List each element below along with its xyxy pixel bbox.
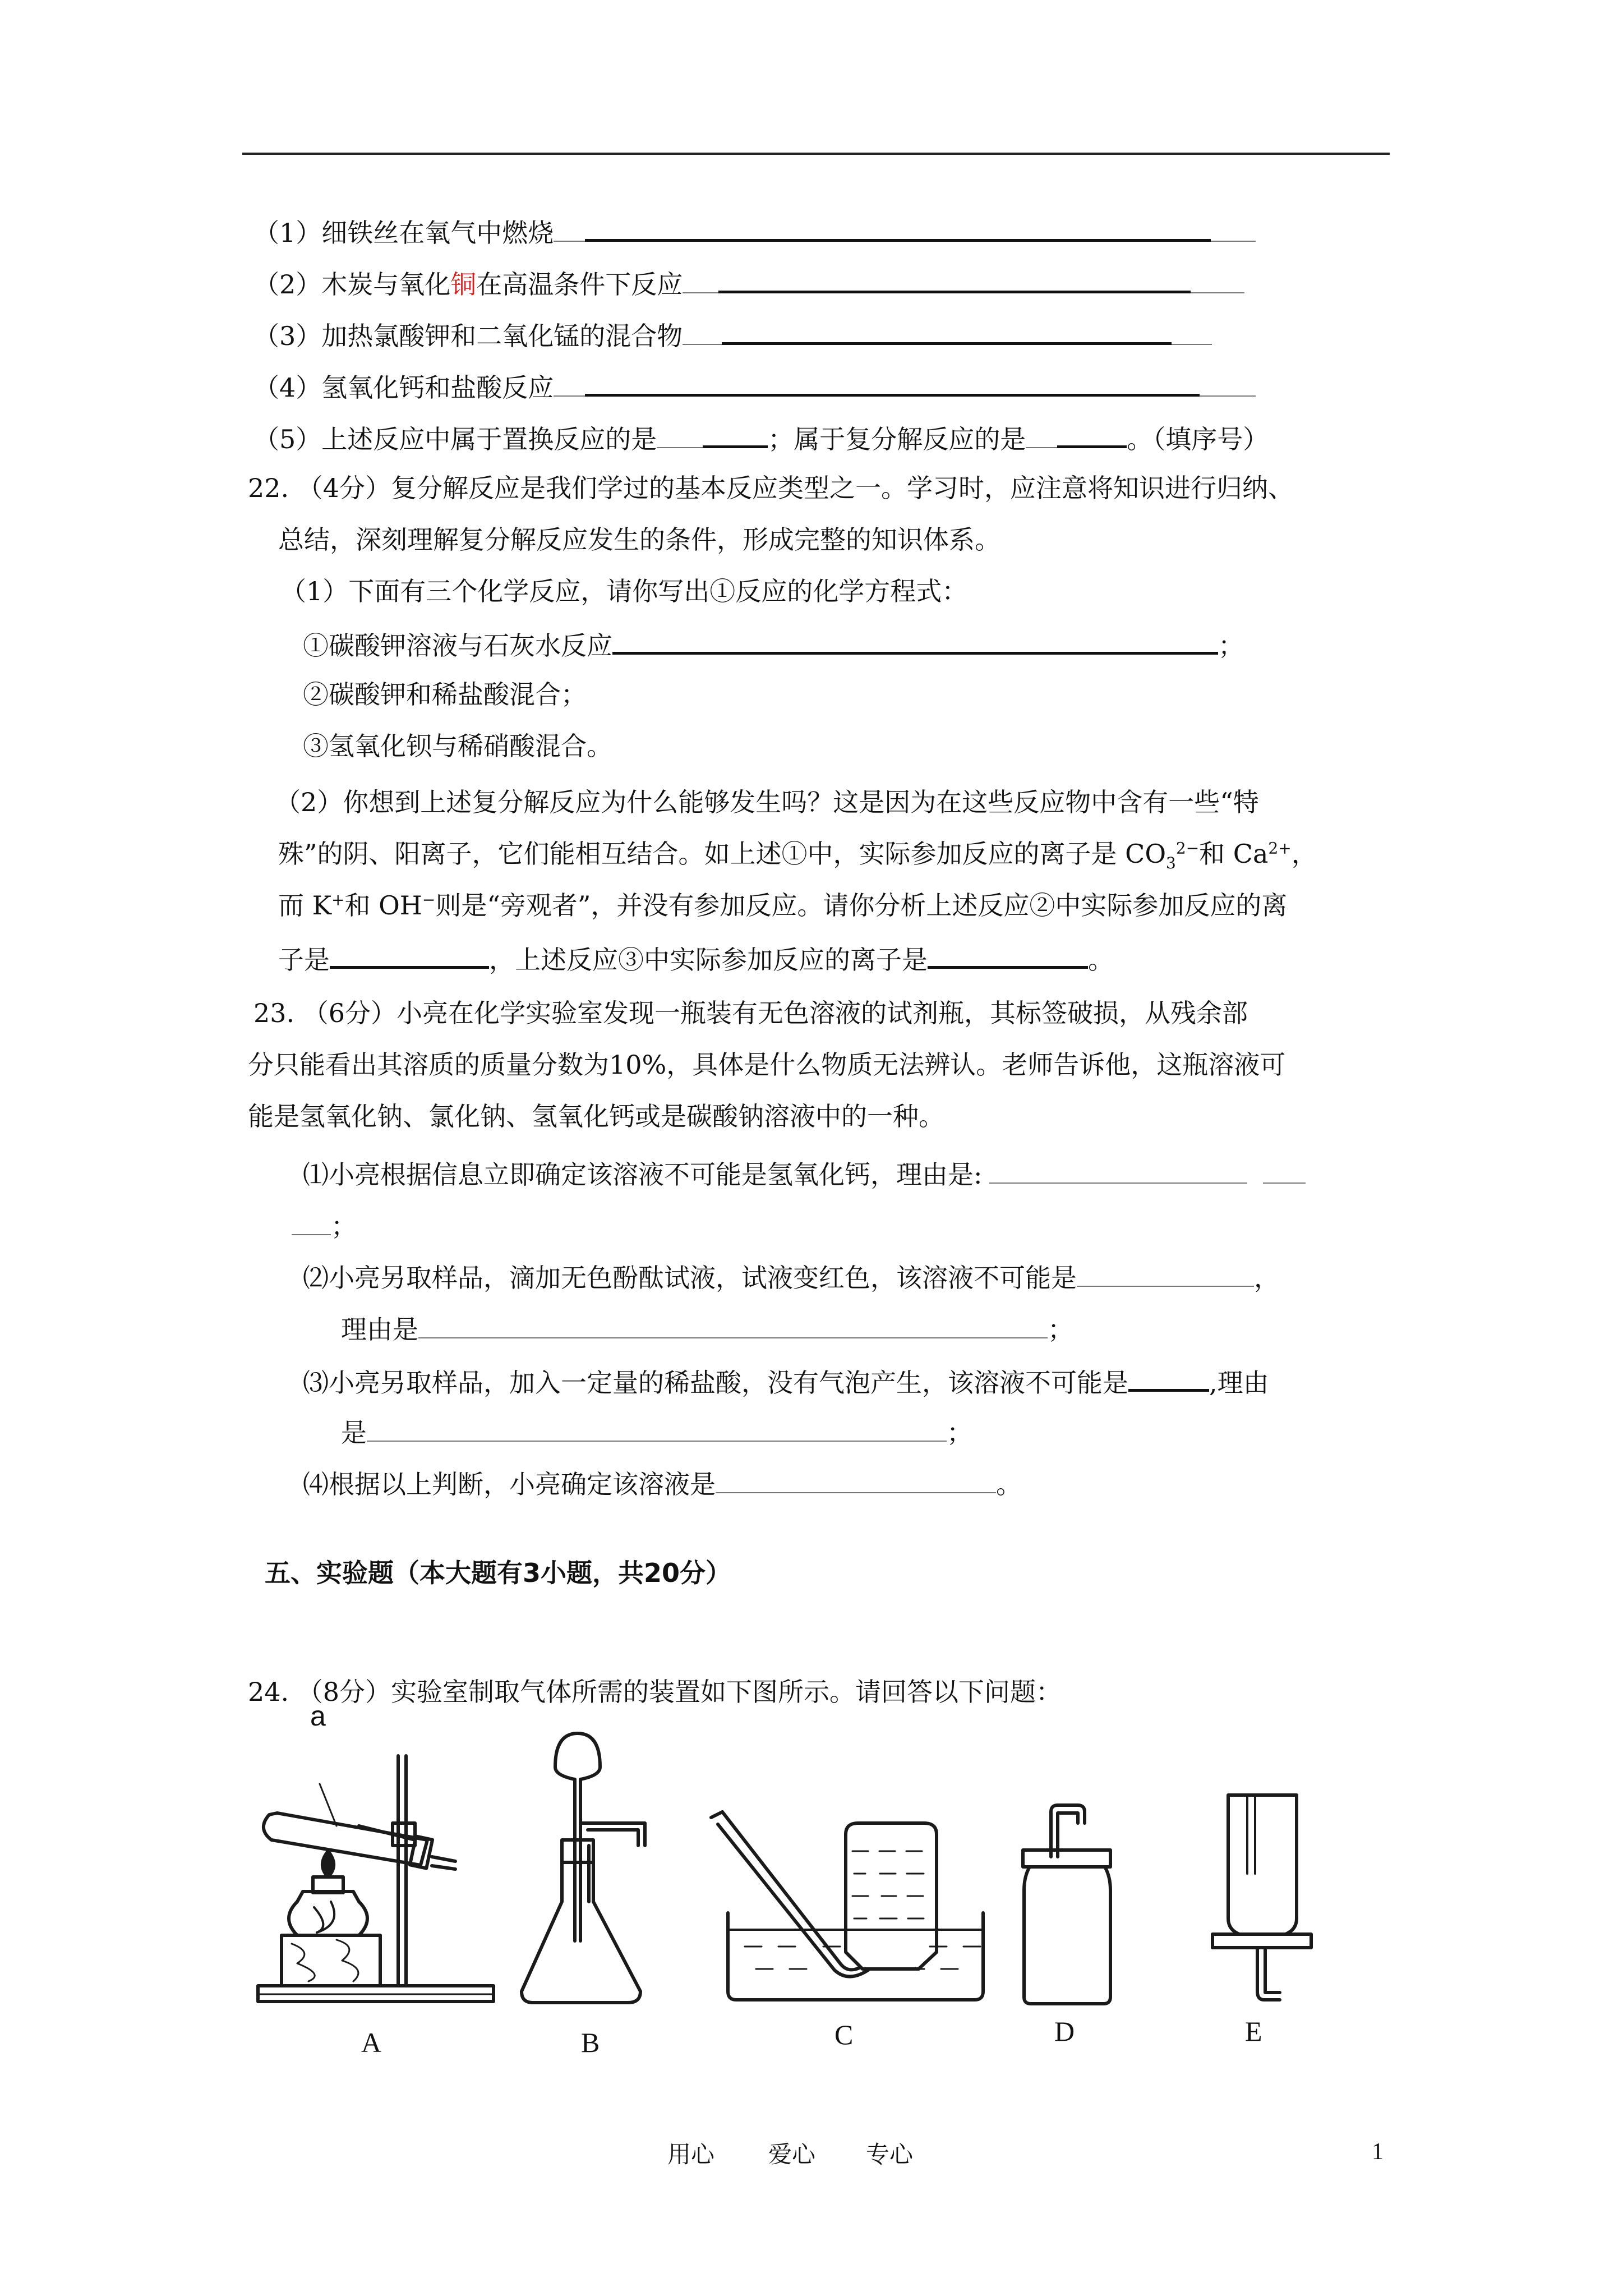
apparatus-a — [247, 1739, 505, 2031]
q22-reaction-3: ③氢氧化钡与稀硝酸混合。 — [303, 731, 612, 761]
answer-blank[interactable] — [585, 213, 1211, 242]
section-heading: 五、实验题（本大题有3小题，共20分） — [265, 1558, 732, 1588]
footer-slogan-1: 用心 — [667, 2141, 715, 2168]
answer-blank[interactable] — [367, 1415, 947, 1442]
answer-blank[interactable] — [1057, 420, 1127, 448]
q22-intro-line1: 22. （4分）复分解反应是我们学过的基本反应类型之一。学习时，应注意将知识进行归纳、 — [248, 473, 1294, 503]
apparatus-d — [1017, 1801, 1118, 2014]
answer-blank[interactable] — [330, 940, 489, 969]
reaction-3: （3）加热氯酸钾和二氧化锰的混合物 — [253, 316, 1212, 353]
label-D: D — [1054, 2016, 1075, 2047]
footer-slogan-2: 爱心 — [768, 2141, 816, 2168]
label-E: E — [1245, 2016, 1262, 2047]
label-C: C — [834, 2019, 854, 2050]
q22-reaction-2: ②碳酸钾和稀盐酸混合； — [303, 679, 587, 710]
q22-part2-line4: 子是 ，上述反应③中实际参加反应的离子是 。 — [278, 940, 1114, 977]
q23-line2: 分只能看出其溶质的质量分数为10%，具体是什么物质无法辨认。老师告诉他，这瓶溶液可 — [248, 1050, 1286, 1080]
answer-blank[interactable] — [716, 1466, 996, 1493]
reaction-4: （4）氢氧化钙和盐酸反应 — [253, 368, 1256, 404]
answer-blank[interactable] — [722, 316, 1172, 345]
highlighted-text: 铜 — [450, 269, 477, 300]
q22-part2-line3: 而 K+和 OH−则是“旁观者”，并没有参加反应。请你分析上述反应②中实际参加反应的离 — [278, 890, 1288, 921]
q23-step2: ⑵小亮另取样品，滴加无色酚酞试液，试液变红色，该溶液不可能是 ， — [303, 1260, 1280, 1295]
apparatus-c — [706, 1761, 997, 2008]
q22-part1: （1）下面有三个化学反应，请你写出①反应的化学方程式： — [280, 576, 968, 606]
q23-step4: ⑷根据以上判断，小亮确定该溶液是 。 — [303, 1466, 1022, 1501]
apparatus-b — [516, 1733, 684, 2025]
footer-slogan-3: 专心 — [866, 2141, 914, 2168]
page-number: 1 — [1372, 2139, 1384, 2165]
q23-step1-cont: ； — [292, 1208, 357, 1243]
answer-blank[interactable] — [612, 626, 1218, 655]
answer-blank[interactable] — [418, 1312, 1048, 1338]
answer-blank[interactable] — [1128, 1363, 1209, 1392]
q23-step2-reason: 理由是 ； — [341, 1312, 1073, 1346]
answer-blank[interactable] — [703, 420, 768, 448]
q22-intro-line2: 总结，深刻理解复分解反应发生的条件，形成完整的知识体系。 — [278, 524, 1000, 555]
answer-blank[interactable] — [928, 940, 1088, 969]
q23-line3: 能是氢氧化钠、氯化钠、氢氧化钙或是碳酸钠溶液中的一种。 — [248, 1101, 944, 1131]
q22-part2-line2: 殊”的阴、阳离子，它们能相互结合。如上述①中，实际参加反应的离子是 $CO_3^{2-}$和 $Ca^{2+}$， — [278, 839, 1317, 873]
label-a-small: a — [310, 1700, 326, 1732]
answer-blank[interactable] — [585, 368, 1200, 397]
answer-blank[interactable] — [718, 265, 1191, 293]
label-A: A — [361, 2027, 382, 2058]
apparatus-e — [1212, 1789, 1313, 2014]
q22-part2-line1: （2）你想到上述复分解反应为什么能够发生吗？这是因为在这些反应物中含有一些“特 — [275, 787, 1259, 817]
reaction-1: （1）细铁丝在氧气中燃烧 — [253, 213, 1256, 250]
q23-line1: 23. （6分）小亮在化学实验室发现一瓶装有无色溶液的试剂瓶，其标签破损，从残余部 — [253, 998, 1248, 1028]
label-B: B — [581, 2027, 600, 2058]
header-rule — [242, 153, 1390, 155]
q23-step3-reason: 是 ； — [341, 1415, 972, 1450]
q23-step1: ⑴小亮根据信息立即确定该溶液不可能是氢氧化钙，理由是: — [303, 1157, 1306, 1191]
answer-blank[interactable] — [1077, 1260, 1254, 1287]
reaction-5: （5）上述反应中属于置换反应的是 ；属于复分解反应的是 。（填序号） — [253, 420, 1269, 456]
reaction-2: （2）木炭与氧化铜在高温条件下反应 — [253, 265, 1244, 301]
answer-blank[interactable] — [989, 1157, 1247, 1184]
q22-reaction-1: ①碳酸钾溶液与石灰水反应 ； — [303, 626, 1244, 662]
q23-step3: ⑶小亮另取样品，加入一定量的稀盐酸，没有气泡产生，该溶液不可能是 ,理由 — [303, 1363, 1269, 1400]
q24-text: 24. （8分）实验室制取气体所需的装置如下图所示。请回答以下问题： — [248, 1677, 1062, 1707]
